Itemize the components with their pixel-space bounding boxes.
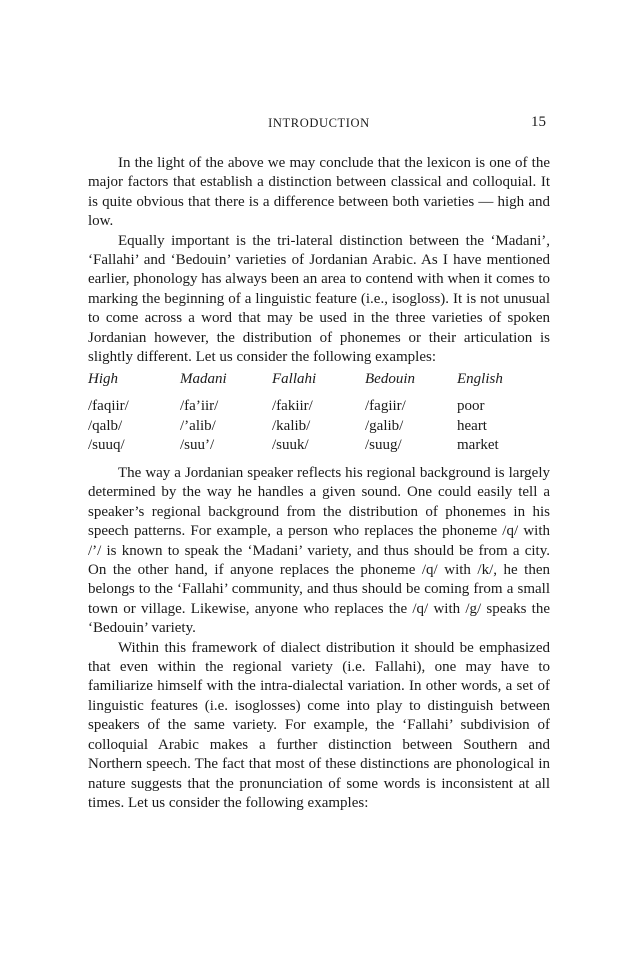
page-number: 15 (531, 114, 546, 130)
column-header-english: English (457, 371, 503, 387)
table-cell: /suuq/ (88, 437, 125, 454)
table-cell: /’alib/ (180, 417, 216, 434)
column-header-bedouin: Bedouin (365, 371, 415, 387)
table-row (88, 397, 550, 416)
running-title: INTRODUCTION (268, 116, 370, 130)
column-header-madani: Madani (180, 371, 227, 387)
running-head (88, 116, 550, 134)
examples-table (88, 370, 550, 456)
table-cell: /faqiir/ (88, 398, 129, 415)
table-row (88, 436, 550, 455)
table-cell: /suuk/ (272, 437, 309, 454)
table-cell: /fakiir/ (272, 398, 313, 415)
table-cell: /kalib/ (272, 417, 311, 434)
table-cell: poor (457, 398, 485, 415)
table-cell: /qalb/ (88, 417, 123, 434)
table-cell: /fagiir/ (365, 398, 406, 415)
paragraph: Equally important is the tri-lateral distinction between the ‘Madani’, ‘Fallahi’ and ‘Bedouin’ varieties of Jordanian Arabic. As I have mentioned earlier, phonology has always been an area to contend with when it comes to marking the beginning of a linguistic feature (i.e., isogloss). It is not unusual to come across a word that may be used in the three varieties of spoken Jordanian however, the distribution of phonemes or their articulation is slightly different. Let us consider the following examples: (88, 232, 550, 366)
column-header-high: High (88, 371, 118, 387)
table-cell: /suug/ (365, 437, 402, 454)
column-header-fallahi: Fallahi (272, 371, 317, 387)
table-header-row (88, 370, 550, 397)
table-cell: /galib/ (365, 417, 404, 434)
body-text-top (88, 154, 550, 367)
paragraph: In the light of the above we may conclude that the lexicon is one of the major factors that establish a distinction between classical and colloquial. It is quite obvious that there is a difference between both varieties — high and low. (88, 155, 550, 230)
table-cell: /suu’/ (180, 437, 215, 454)
table-cell: heart (457, 417, 487, 434)
body-text-bottom (88, 464, 550, 813)
paragraph: Within this framework of dialect distribution it should be emphasized that even within the regional variety (i.e. Fallahi), one may have to familiarize himself with the intra-dialectal variation. In other words, a set of linguistic features (i.e. isoglosses) come into play to distinguish between speakers of the same variety. For example, the ‘Fallahi’ subdivision of colloquial Arabic makes a further distinction between Southern and Northern speech. The fact that most of these distinctions are phonological in nature suggests that the pronunciation of some words is inconsistent at all times. Let us consider the following examples: (88, 639, 550, 811)
table-row (88, 417, 550, 436)
table-cell: market (457, 437, 499, 454)
paragraph: The way a Jordanian speaker reflects his regional background is largely determined by the way he handles a given sound. One could easily tell a speaker’s regional background from the distribution of phonemes in his speech patterns. For example, a person who replaces the phoneme /q/ with /’/ is known to speak the ‘Madani’ variety, and thus should be from a city. On the other hand, if anyone replaces the phoneme /q/ with /k/, he then belongs to the ‘Fallahi’ community, and thus should be coming from a small town or village. Likewise, anyone who replaces the /q/ with /g/ speaks the ‘Bedouin’ variety. (88, 465, 550, 637)
table-cell: /fa’iir/ (180, 398, 219, 415)
